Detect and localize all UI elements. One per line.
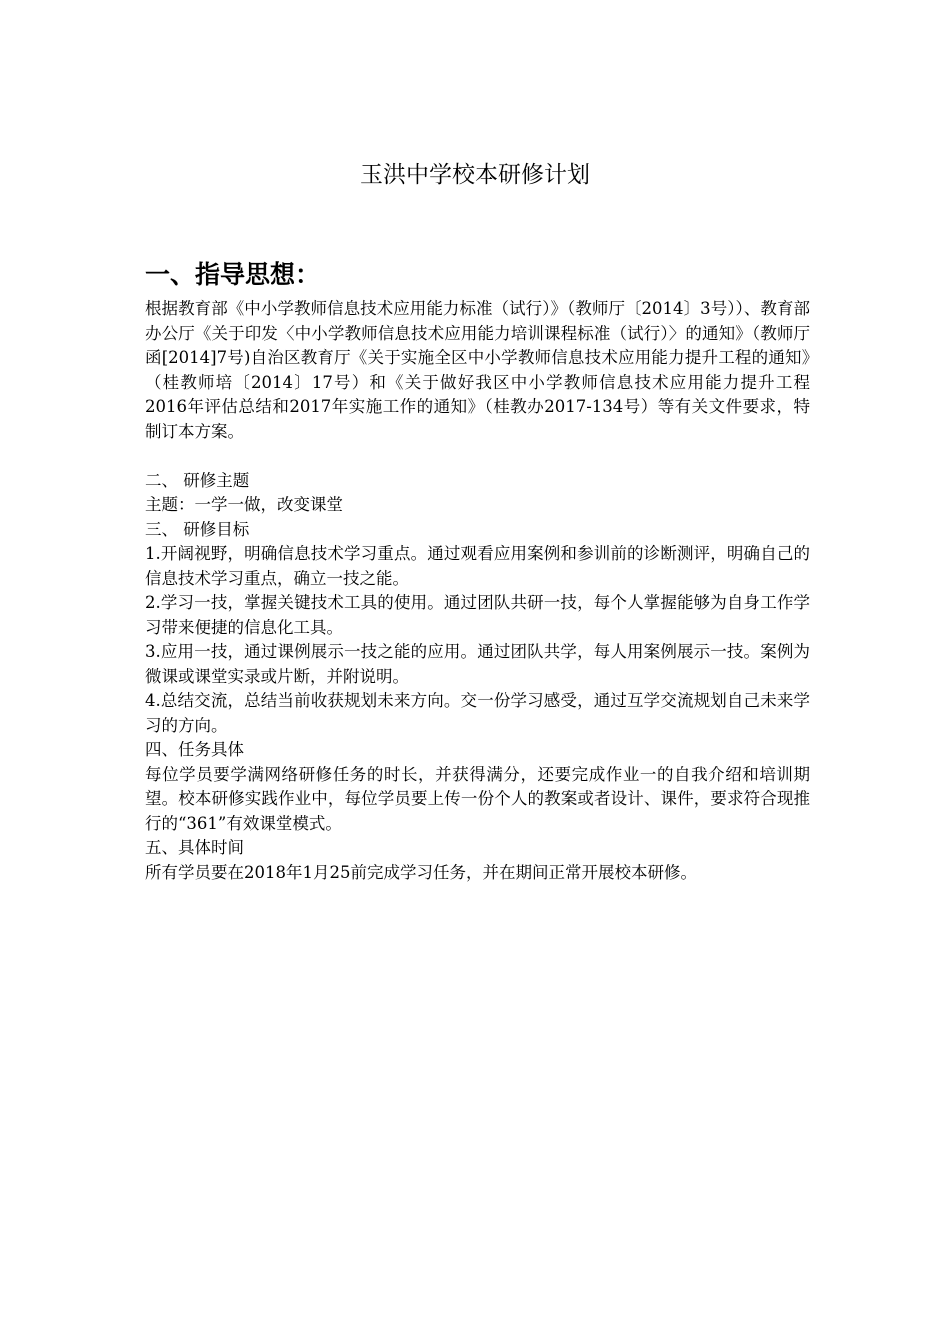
document-body	[145, 297, 810, 885]
section-heading-theme: 二、 研修主题	[145, 470, 250, 490]
tasks-paragraph: 每位学员要学满网络研修任务的时长，并获得满分，还要完成作业一的自我介绍和培训期望。校本研修实践作业中，每位学员要上传一份个人的教案或者设计、课件，要求符合现推行的“361”有效课堂模式。	[145, 764, 810, 833]
section-heading-guiding-ideology: 一、指导思想：	[145, 260, 321, 289]
document-title: 玉洪中学校本研修计划	[360, 162, 590, 188]
section-heading-schedule: 五、具体时间	[145, 838, 244, 857]
goal-item-2: 2.学习一技，掌握关键技术工具的使用。通过团队共研一技，每个人掌握能够为自身工作学习带来便捷的信息化工具。	[145, 593, 810, 637]
goal-item-3: 3.应用一技，通过课例展示一技之能的应用。通过团队共学，每人用案例展示一技。案例为微课或课堂实录或片断，并附说明。	[145, 642, 810, 686]
guiding-ideology-paragraph: 根据教育部《中小学教师信息技术应用能力标准（试行）》（教师厅〔2014〕3号））、教育部办公厅《关于印发〈中小学教师信息技术应用能力培训课程标准（试行）〉的通知》（教师厅函[2014]7号)自治区教育厅《关于实施全区中小学教师信息技术应用能力提升工程的通知》（桂教师培〔2014〕17号）和《关于做好我区中小学教师信息技术应用能力提升工程2016年评估总结和2017年实施工作的通知》（桂教办2017-134号）等有关文件要求，特制订本方案。	[145, 299, 810, 441]
paragraph-spacer	[145, 444, 810, 469]
goal-item-1: 1.开阔视野，明确信息技术学习重点。通过观看应用案例和参训前的诊断测评，明确自己的信息技术学习重点，确立一技之能。	[145, 544, 810, 588]
goal-item-4: 4.总结交流，总结当前收获规划未来方向。交一份学习感受，通过互学交流规划自己未来学习的方向。	[145, 691, 810, 735]
schedule-paragraph: 所有学员要在2018年1月25前完成学习任务，并在期间正常开展校本研修。	[145, 862, 697, 882]
section-heading-goals: 三、 研修目标	[145, 519, 250, 539]
theme-text: 主题：一学一做，改变课堂	[145, 495, 343, 514]
section-heading-tasks: 四、任务具体	[145, 740, 244, 759]
